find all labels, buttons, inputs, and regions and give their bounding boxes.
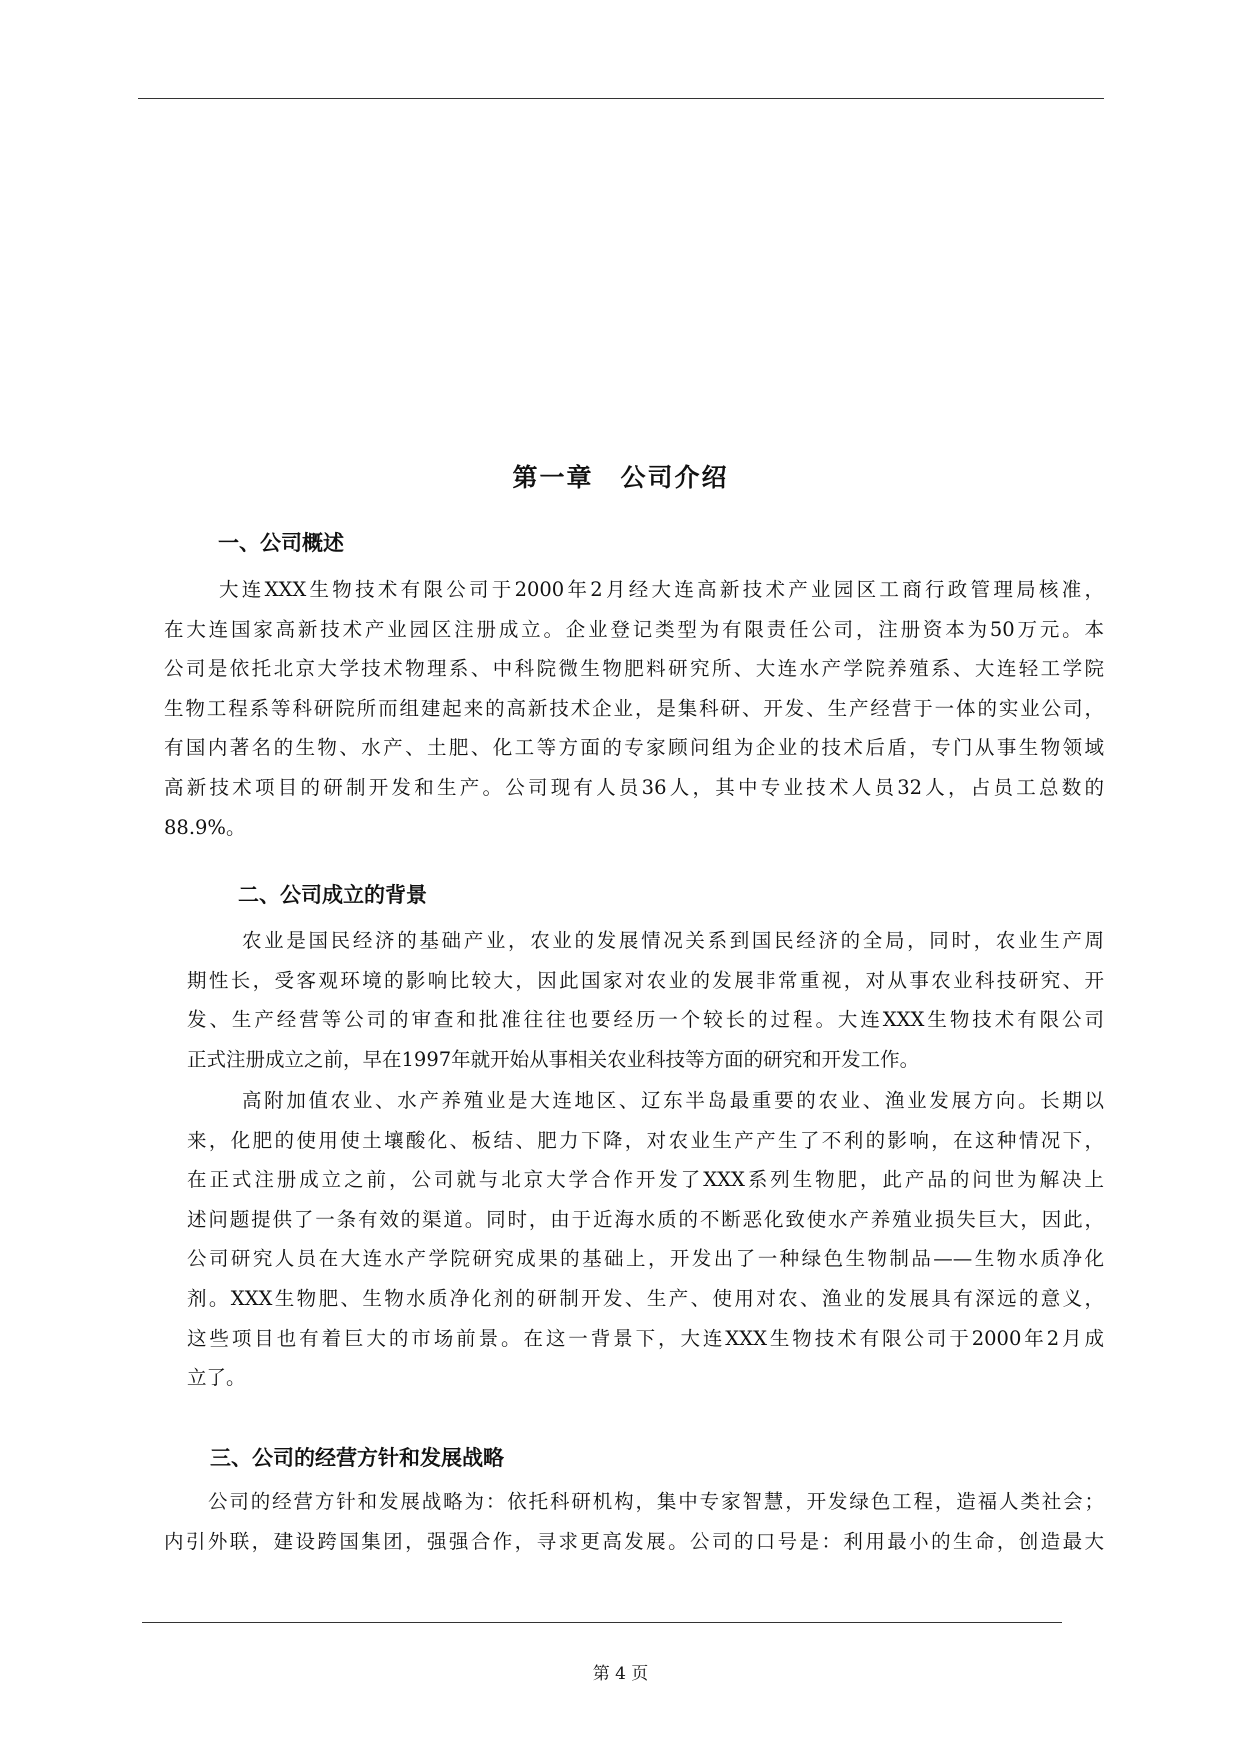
- footer-rule: [142, 1622, 1062, 1623]
- text-line: 有国内著名的生物、水产、土肥、化工等方面的专家顾问组为企业的技术后盾，专门从事生物领域: [164, 736, 1104, 760]
- text-line: 农业是国民经济的基础产业，农业的发展情况关系到国民经济的全局，同时，农业生产周: [242, 929, 1104, 952]
- text-line: 88.9%。: [164, 815, 246, 839]
- text-line: 立了。: [187, 1366, 246, 1390]
- text-line: 生物工程系等科研院所而组建起来的高新技术企业，是集科研、开发、生产经营于一体的实业公司，: [164, 696, 1104, 720]
- section-heading-strategy: 三、公司的经营方针和发展战略: [210, 1446, 504, 1470]
- text-line: 公司的经营方针和发展战略为：依托科研机构，集中专家智慧，开发绿色工程，造福人类社会；: [208, 1490, 1104, 1513]
- text-line: 在大连国家高新技术产业园区注册成立。企业登记类型为有限责任公司，注册资本为50万元。本: [164, 617, 1104, 641]
- text-line: 正式注册成立之前，早在1997年就开始从事相关农业科技等方面的研究和开发工作。: [187, 1047, 920, 1071]
- text-line: 内引外联，建设跨国集团，强强合作，寻求更高发展。公司的口号是：利用最小的生命，创造最大: [164, 1529, 1104, 1553]
- paragraph-background-2: [187, 1081, 1104, 1398]
- text-line: 来，化肥的使用使土壤酸化、板结、肥力下降，对农业生产产生了不利的影响，在这种情况下，: [187, 1128, 1104, 1152]
- section-heading-background: 二、公司成立的背景: [238, 883, 427, 907]
- chapter-title: 第一章 公司介绍: [512, 463, 729, 492]
- section-heading-overview: 一、公司概述: [218, 531, 344, 555]
- paragraph-overview: [164, 570, 1104, 847]
- paragraph-background-1: [187, 921, 1104, 1079]
- header-rule: [138, 98, 1104, 99]
- text-line: 高附加值农业、水产养殖业是大连地区、辽东半岛最重要的农业、渔业发展方向。长期以: [242, 1089, 1104, 1112]
- text-line: 公司是依托北京大学技术物理系、中科院微生物肥料研究所、大连水产学院养殖系、大连轻工学院: [164, 657, 1104, 681]
- page-number: 第 4 页: [592, 1664, 649, 1684]
- text-line: 剂。XXX生物肥、生物水质净化剂的研制开发、生产、使用对农、渔业的发展具有深远的意义，: [187, 1286, 1104, 1310]
- text-line: 高新技术项目的研制开发和生产。公司现有人员36人，其中专业技术人员32人，占员工总数的: [164, 775, 1104, 799]
- text-line: 大连XXX生物技术有限公司于2000年2月经大连高新技术产业园区工商行政管理局核准，: [219, 578, 1104, 601]
- text-line: 在正式注册成立之前，公司就与北京大学合作开发了XXX系列生物肥，此产品的问世为解决上: [187, 1168, 1104, 1192]
- text-line: 公司研究人员在大连水产学院研究成果的基础上，开发出了一种绿色生物制品——生物水质净化: [187, 1247, 1104, 1271]
- text-line: 这些项目也有着巨大的市场前景。在这一背景下，大连XXX生物技术有限公司于2000年2月成: [187, 1326, 1104, 1350]
- text-line: 述问题提供了一条有效的渠道。同时，由于近海水质的不断恶化致使水产养殖业损失巨大，因此，: [187, 1207, 1104, 1231]
- text-line: 期性长，受客观环境的影响比较大，因此国家对农业的发展非常重视，对从事农业科技研究、开: [187, 968, 1104, 992]
- paragraph-strategy: [164, 1482, 1104, 1561]
- text-line: 发、生产经营等公司的审查和批准往往也要经历一个较长的过程。大连XXX生物技术有限公司: [187, 1008, 1104, 1032]
